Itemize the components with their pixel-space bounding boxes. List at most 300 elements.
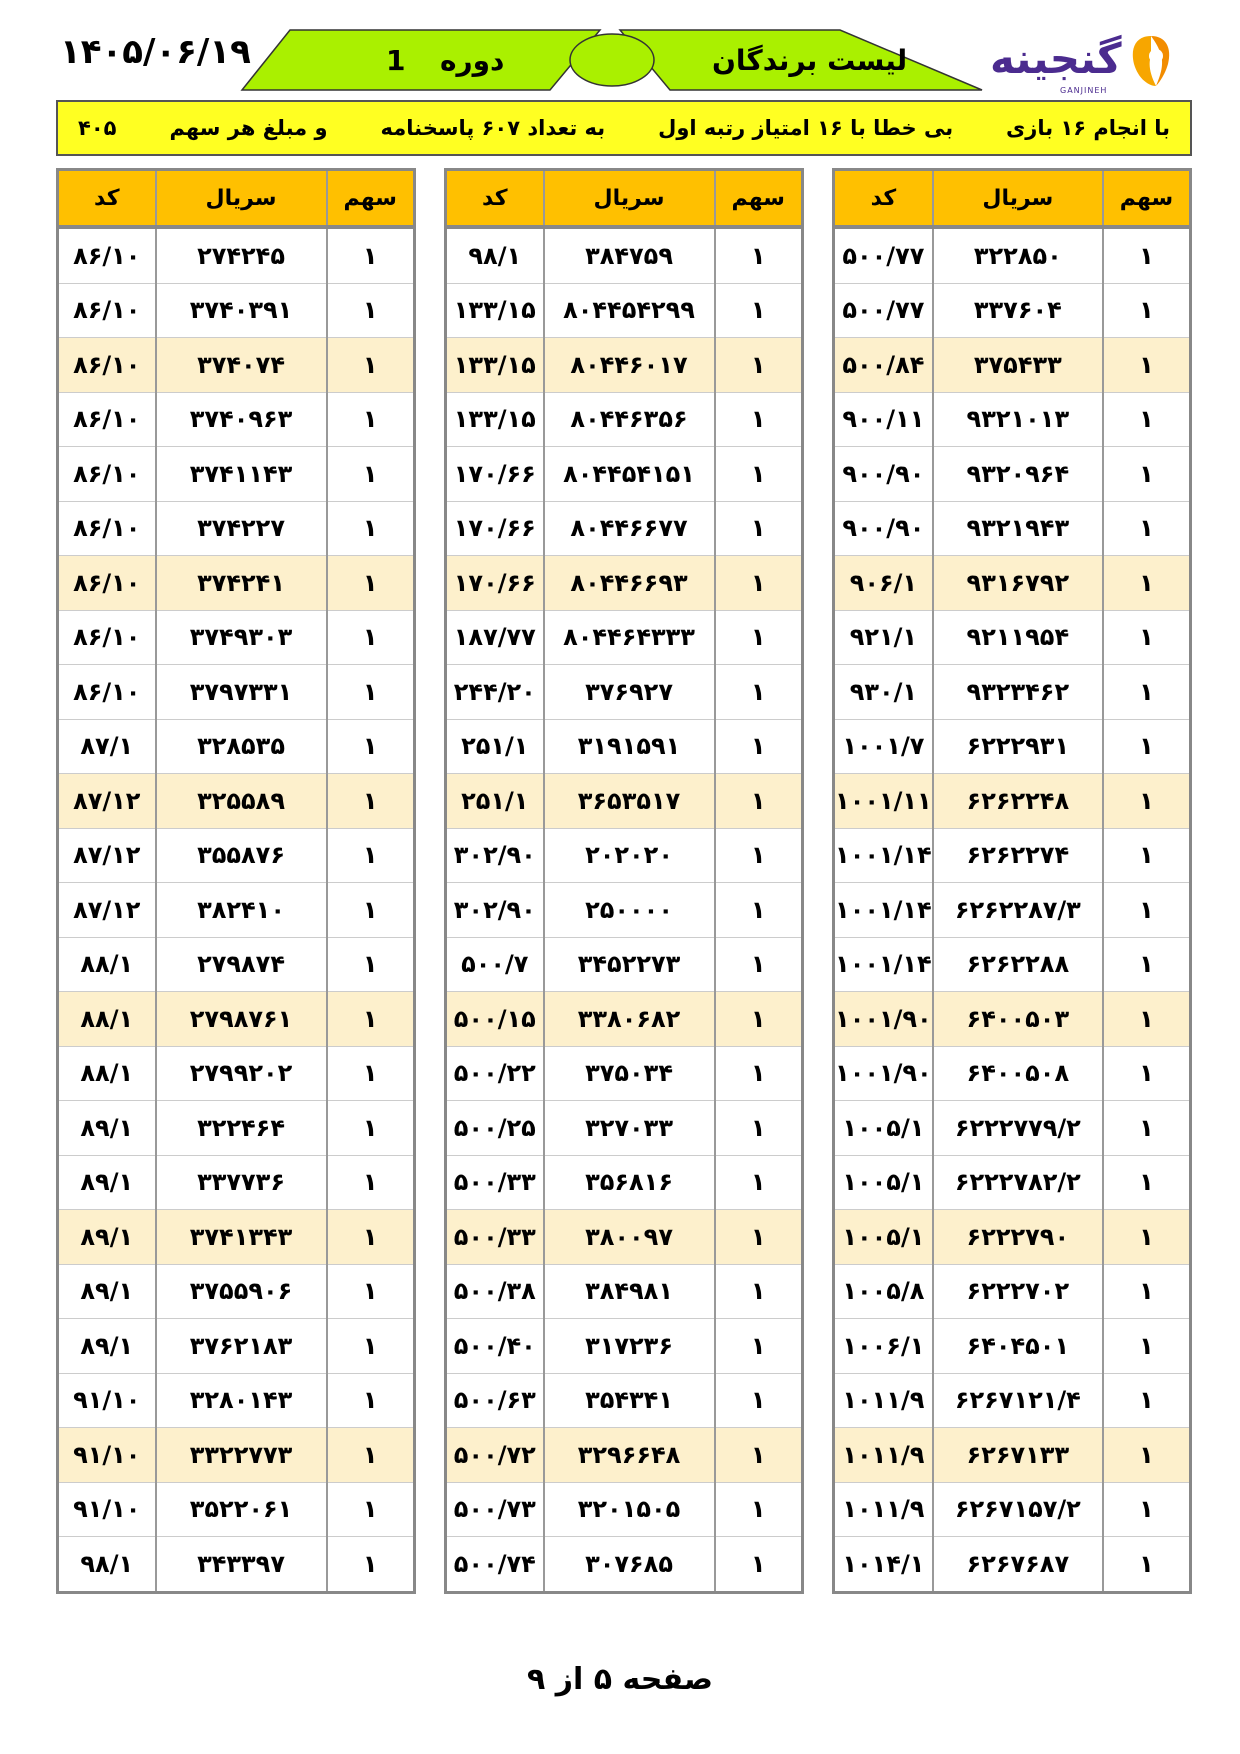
cell-share: ۱ (327, 610, 415, 665)
cell-code: ۹۱/۱۰ (58, 1428, 156, 1483)
cell-code: ۸۶/۱۰ (58, 610, 156, 665)
cell-share: ۱ (1103, 610, 1191, 665)
cell-rial: ۶۲۶۷۶۸۷ (933, 1537, 1103, 1593)
table-row (446, 665, 803, 720)
cell-share: ۱ (715, 1373, 803, 1428)
cell-code: ۸۶/۱۰ (58, 501, 156, 556)
cell-rial: ۶۲۲۲۷۸۲/۲ (933, 1155, 1103, 1210)
cell-share: ۱ (1103, 1101, 1191, 1156)
table-row (834, 610, 1191, 665)
table-row (834, 338, 1191, 393)
table-row (58, 1101, 415, 1156)
cell-code: ۱۰۰۵/۱ (834, 1210, 933, 1265)
cell-code: ۸۶/۱۰ (58, 447, 156, 502)
cell-share: ۱ (715, 556, 803, 611)
cell-share: ۱ (1103, 556, 1191, 611)
period-label: دوره (440, 44, 505, 77)
cell-rial: ۶۲۲۲۷۹۰ (933, 1210, 1103, 1265)
cell-code: ۸۸/۱ (58, 1046, 156, 1101)
cell-rial: ۳۷۴۱۳۴۳ (156, 1210, 327, 1265)
table-row (58, 227, 415, 283)
cell-share: ۱ (715, 883, 803, 938)
cell-share: ۱ (327, 1373, 415, 1428)
cell-code: ۱۰۰۱/۷ (834, 719, 933, 774)
cell-rial: ۳۷۹۷۳۳۱ (156, 665, 327, 720)
cell-code: ۸۹/۱ (58, 1155, 156, 1210)
column-header-rial: سریال (156, 170, 327, 228)
cell-code: ۵۰۰/۳۸ (446, 1264, 544, 1319)
cell-rial: ۸۰۴۴۵۴۲۹۹ (544, 283, 715, 338)
cell-share: ۱ (327, 1264, 415, 1319)
cell-share: ۱ (1103, 338, 1191, 393)
cell-share: ۱ (715, 1537, 803, 1593)
cell-rial: ۸۰۴۴۶۳۵۶ (544, 392, 715, 447)
cell-code: ۲۵۱/۱ (446, 774, 544, 829)
table-row (834, 992, 1191, 1047)
table-row (58, 719, 415, 774)
column-header-code: کد (446, 170, 544, 228)
column-header-share: سهم (715, 170, 803, 228)
cell-code: ۸۶/۱۰ (58, 283, 156, 338)
table-row (446, 1482, 803, 1537)
cell-rial: ۳۲۲۸۵۰ (933, 227, 1103, 283)
table-row (834, 937, 1191, 992)
cell-rial: ۶۲۶۲۲۸۸ (933, 937, 1103, 992)
cell-code: ۸۶/۱۰ (58, 392, 156, 447)
cell-code: ۵۰۰/۷۷ (834, 283, 933, 338)
info-condition: بی خطا با ۱۶ امتیاز رتبه اول (658, 116, 954, 140)
cell-code: ۵۰۰/۷ (446, 937, 544, 992)
table-row (58, 1482, 415, 1537)
table-row (834, 392, 1191, 447)
cell-rial: ۹۳۱۶۷۹۲ (933, 556, 1103, 611)
cell-share: ۱ (1103, 447, 1191, 502)
cell-rial: ۳۵۲۲۰۶۱ (156, 1482, 327, 1537)
cell-share: ۱ (1103, 227, 1191, 283)
table-row (446, 1373, 803, 1428)
cell-rial: ۳۸۴۹۸۱ (544, 1264, 715, 1319)
table-row (446, 1101, 803, 1156)
table-row (58, 556, 415, 611)
cell-rial: ۶۲۶۷۱۲۱/۴ (933, 1373, 1103, 1428)
cell-share: ۱ (715, 1210, 803, 1265)
cell-rial: ۳۲۸۵۳۵ (156, 719, 327, 774)
cell-code: ۸۹/۱ (58, 1210, 156, 1265)
cell-rial: ۲۷۹۸۷۴ (156, 937, 327, 992)
cell-code: ۸۷/۱ (58, 719, 156, 774)
logo-subtext: GANJINEH (1060, 86, 1108, 95)
table-row (446, 338, 803, 393)
cell-share: ۱ (327, 937, 415, 992)
cell-rial: ۶۲۲۲۷۰۲ (933, 1264, 1103, 1319)
table-row (58, 1319, 415, 1374)
table-row (834, 227, 1191, 283)
info-games: با انجام ۱۶ بازی (1006, 116, 1170, 140)
cell-code: ۵۰۰/۷۲ (446, 1428, 544, 1483)
cell-code: ۱۰۰۱/۱۴ (834, 937, 933, 992)
table-row (834, 719, 1191, 774)
cell-share: ۱ (715, 447, 803, 502)
cell-share: ۱ (1103, 774, 1191, 829)
cell-rial: ۳۸۴۷۵۹ (544, 227, 715, 283)
table-row (446, 1319, 803, 1374)
cell-code: ۵۰۰/۷۴ (446, 1537, 544, 1593)
cell-rial: ۳۰۷۶۸۵ (544, 1537, 715, 1593)
table-row (446, 556, 803, 611)
cell-code: ۹۳۰/۱ (834, 665, 933, 720)
cell-share: ۱ (715, 992, 803, 1047)
table-row (446, 1428, 803, 1483)
winners-table-right (832, 168, 1192, 1594)
cell-rial: ۳۱۹۱۵۹۱ (544, 719, 715, 774)
table-row (834, 665, 1191, 720)
info-count: به تعداد ۶۰۷ پاسخنامه (380, 116, 606, 140)
cell-code: ۲۴۴/۲۰ (446, 665, 544, 720)
cell-code: ۱۰۱۴/۱ (834, 1537, 933, 1593)
cell-share: ۱ (715, 283, 803, 338)
cell-rial: ۶۲۶۷۱۵۷/۲ (933, 1482, 1103, 1537)
cell-rial: ۳۲۲۴۶۴ (156, 1101, 327, 1156)
cell-rial: ۳۲۷۰۳۳ (544, 1101, 715, 1156)
cell-share: ۱ (327, 227, 415, 283)
cell-share: ۱ (715, 1319, 803, 1374)
cell-share: ۱ (715, 937, 803, 992)
cell-code: ۱۷۰/۶۶ (446, 447, 544, 502)
column-header-rial: سریال (933, 170, 1103, 228)
cell-rial: ۸۰۴۴۶۴۳۳۳ (544, 610, 715, 665)
cell-code: ۱۷۰/۶۶ (446, 556, 544, 611)
period-number: 1 (386, 44, 406, 77)
table-row (446, 937, 803, 992)
table-row (58, 828, 415, 883)
cell-rial: ۸۰۴۴۶۶۷۷ (544, 501, 715, 556)
table-row (834, 883, 1191, 938)
cell-code: ۹۰۶/۱ (834, 556, 933, 611)
cell-share: ۱ (1103, 392, 1191, 447)
cell-rial: ۳۲۹۶۶۴۸ (544, 1428, 715, 1483)
cell-rial: ۳۷۶۹۲۷ (544, 665, 715, 720)
cell-code: ۱۷۰/۶۶ (446, 501, 544, 556)
cell-code: ۳۰۲/۹۰ (446, 828, 544, 883)
cell-share: ۱ (327, 1319, 415, 1374)
cell-rial: ۳۵۶۸۱۶ (544, 1155, 715, 1210)
cell-code: ۸۹/۱ (58, 1101, 156, 1156)
cell-code: ۸۹/۱ (58, 1264, 156, 1319)
cell-share: ۱ (327, 883, 415, 938)
table-row (834, 774, 1191, 829)
cell-rial: ۳۳۷۶۰۴ (933, 283, 1103, 338)
info-bar (56, 100, 1192, 156)
cell-rial: ۳۷۴۱۱۴۳ (156, 447, 327, 502)
cell-rial: ۸۰۴۴۶۶۹۳ (544, 556, 715, 611)
cell-code: ۸۷/۱۲ (58, 828, 156, 883)
winners-table-left (56, 168, 416, 1594)
table-row (446, 1537, 803, 1593)
cell-share: ۱ (715, 1101, 803, 1156)
table-row (834, 1155, 1191, 1210)
cell-share: ۱ (1103, 937, 1191, 992)
cell-code: ۹۸/۱ (446, 227, 544, 283)
cell-share: ۱ (715, 338, 803, 393)
table-row (834, 556, 1191, 611)
table-row (58, 610, 415, 665)
table-row (834, 1101, 1191, 1156)
cell-share: ۱ (327, 1046, 415, 1101)
cell-share: ۱ (715, 828, 803, 883)
table-row (446, 610, 803, 665)
cell-share: ۱ (715, 501, 803, 556)
cell-code: ۵۰۰/۸۴ (834, 338, 933, 393)
cell-share: ۱ (1103, 992, 1191, 1047)
cell-code: ۱۰۱۱/۹ (834, 1482, 933, 1537)
cell-rial: ۳۵۵۸۷۶ (156, 828, 327, 883)
table-row (834, 1210, 1191, 1265)
table-row (446, 501, 803, 556)
cell-code: ۸۸/۱ (58, 937, 156, 992)
cell-code: ۹۲۱/۱ (834, 610, 933, 665)
table-row (446, 992, 803, 1047)
table-row (446, 447, 803, 502)
cell-code: ۹۸/۱ (58, 1537, 156, 1593)
cell-rial: ۹۲۱۱۹۵۴ (933, 610, 1103, 665)
cell-code: ۱۳۳/۱۵ (446, 338, 544, 393)
cell-share: ۱ (327, 665, 415, 720)
table-row (58, 447, 415, 502)
cell-rial: ۳۲۸۰۱۴۳ (156, 1373, 327, 1428)
cell-rial: ۳۳۲۲۷۷۳ (156, 1428, 327, 1483)
cell-rial: ۶۴۰۰۵۰۸ (933, 1046, 1103, 1101)
cell-rial: ۳۷۴۹۳۰۳ (156, 610, 327, 665)
cell-code: ۹۰۰/۹۰ (834, 501, 933, 556)
cell-code: ۵۰۰/۷۷ (834, 227, 933, 283)
cell-rial: ۳۷۴۲۲۷ (156, 501, 327, 556)
cell-share: ۱ (715, 1155, 803, 1210)
cell-rial: ۳۷۴۰۷۴ (156, 338, 327, 393)
table-row (446, 828, 803, 883)
table-row (58, 338, 415, 393)
cell-rial: ۳۸۰۰۹۷ (544, 1210, 715, 1265)
cell-code: ۵۰۰/۲۲ (446, 1046, 544, 1101)
cell-share: ۱ (715, 610, 803, 665)
cell-rial: ۲۰۲۰۲۰ (544, 828, 715, 883)
column-header-share: سهم (327, 170, 415, 228)
table-row (834, 828, 1191, 883)
cell-code: ۱۰۰۱/۹۰ (834, 992, 933, 1047)
list-title: لیست برندگان (712, 44, 908, 77)
table-row (446, 1264, 803, 1319)
cell-code: ۱۰۰۵/۱ (834, 1155, 933, 1210)
cell-share: ۱ (327, 447, 415, 502)
cell-share: ۱ (715, 392, 803, 447)
table-row (834, 1537, 1191, 1593)
table-row (834, 1373, 1191, 1428)
cell-rial: ۲۵۰۰۰۰ (544, 883, 715, 938)
cell-share: ۱ (327, 338, 415, 393)
cell-rial: ۳۳۸۰۶۸۲ (544, 992, 715, 1047)
cell-rial: ۶۲۶۲۲۴۸ (933, 774, 1103, 829)
cell-code: ۸۷/۱۲ (58, 774, 156, 829)
table-row (446, 283, 803, 338)
cell-share: ۱ (1103, 1210, 1191, 1265)
cell-code: ۱۰۰۱/۱۱ (834, 774, 933, 829)
cell-share: ۱ (1103, 828, 1191, 883)
cell-rial: ۳۷۶۲۱۸۳ (156, 1319, 327, 1374)
table-row (58, 1537, 415, 1593)
table-row (58, 1264, 415, 1319)
cell-share: ۱ (327, 774, 415, 829)
cell-share: ۱ (327, 1482, 415, 1537)
page-number: صفحه ۵ از ۹ (527, 1662, 713, 1697)
info-amount-value: ۴۰۵ (78, 116, 117, 140)
table-row (58, 392, 415, 447)
table-row (446, 1210, 803, 1265)
cell-rial: ۲۷۹۸۷۶۱ (156, 992, 327, 1047)
cell-rial: ۶۲۶۲۲۷۴ (933, 828, 1103, 883)
cell-share: ۱ (715, 1428, 803, 1483)
cell-code: ۸۶/۱۰ (58, 556, 156, 611)
cell-code: ۸۶/۱۰ (58, 227, 156, 283)
table-row (58, 283, 415, 338)
cell-rial: ۸۰۴۴۵۴۱۵۱ (544, 447, 715, 502)
info-amount-label: و مبلغ هر سهم (169, 116, 328, 140)
table-row (834, 1482, 1191, 1537)
cell-share: ۱ (327, 1155, 415, 1210)
cell-share: ۱ (327, 556, 415, 611)
cell-code: ۱۰۰۶/۱ (834, 1319, 933, 1374)
cell-share: ۱ (1103, 501, 1191, 556)
cell-share: ۱ (327, 1537, 415, 1593)
cell-rial: ۳۷۵۵۹۰۶ (156, 1264, 327, 1319)
date: ۱۴۰۵/۰۶/۱۹ (60, 32, 251, 72)
cell-share: ۱ (1103, 1373, 1191, 1428)
cell-share: ۱ (1103, 283, 1191, 338)
cell-rial: ۳۴۳۳۹۷ (156, 1537, 327, 1593)
cell-share: ۱ (327, 1428, 415, 1483)
table-row (58, 1373, 415, 1428)
table-row (834, 1428, 1191, 1483)
table-row (446, 227, 803, 283)
cell-code: ۹۱/۱۰ (58, 1482, 156, 1537)
cell-share: ۱ (1103, 1482, 1191, 1537)
column-header-code: کد (58, 170, 156, 228)
cell-code: ۵۰۰/۳۳ (446, 1210, 544, 1265)
cell-share: ۱ (327, 992, 415, 1047)
cell-code: ۱۰۰۵/۱ (834, 1101, 933, 1156)
cell-share: ۱ (1103, 883, 1191, 938)
cell-share: ۱ (715, 774, 803, 829)
cell-share: ۱ (327, 719, 415, 774)
cell-share: ۱ (715, 665, 803, 720)
table-row (446, 392, 803, 447)
cell-code: ۸۶/۱۰ (58, 338, 156, 393)
cell-code: ۵۰۰/۷۳ (446, 1482, 544, 1537)
cell-rial: ۸۰۴۴۶۰۱۷ (544, 338, 715, 393)
cell-rial: ۶۲۲۲۹۳۱ (933, 719, 1103, 774)
table-row (58, 1046, 415, 1101)
cell-code: ۱۰۰۱/۱۴ (834, 828, 933, 883)
table-row (834, 1264, 1191, 1319)
cell-code: ۲۵۱/۱ (446, 719, 544, 774)
cell-rial: ۲۷۴۲۴۵ (156, 227, 327, 283)
logo-icon (1128, 34, 1174, 88)
column-header-rial: سریال (544, 170, 715, 228)
cell-code: ۵۰۰/۳۳ (446, 1155, 544, 1210)
cell-rial: ۳۵۴۳۴۱ (544, 1373, 715, 1428)
table-row (446, 719, 803, 774)
cell-share: ۱ (1103, 1537, 1191, 1593)
cell-rial: ۹۳۲۰۹۶۴ (933, 447, 1103, 502)
cell-code: ۱۰۰۵/۸ (834, 1264, 933, 1319)
table-row (446, 883, 803, 938)
cell-code: ۳۰۲/۹۰ (446, 883, 544, 938)
table-row (58, 883, 415, 938)
cell-rial: ۳۲۵۵۸۹ (156, 774, 327, 829)
cell-code: ۱۰۰۱/۹۰ (834, 1046, 933, 1101)
logo-text: گنجینه (990, 34, 1122, 83)
cell-rial: ۳۳۷۷۳۶ (156, 1155, 327, 1210)
cell-share: ۱ (1103, 719, 1191, 774)
cell-share: ۱ (1103, 1319, 1191, 1374)
cell-code: ۵۰۰/۱۵ (446, 992, 544, 1047)
cell-rial: ۶۴۰۴۵۰۱ (933, 1319, 1103, 1374)
cell-rial: ۹۳۲۱۰۱۳ (933, 392, 1103, 447)
cell-share: ۱ (327, 283, 415, 338)
cell-code: ۱۸۷/۷۷ (446, 610, 544, 665)
cell-share: ۱ (327, 392, 415, 447)
table-row (834, 1319, 1191, 1374)
ganjineh-logo (990, 30, 1190, 100)
cell-share: ۱ (715, 1264, 803, 1319)
cell-rial: ۶۴۰۰۵۰۳ (933, 992, 1103, 1047)
cell-code: ۱۰۱۱/۹ (834, 1373, 933, 1428)
table-row (834, 1046, 1191, 1101)
cell-code: ۸۶/۱۰ (58, 665, 156, 720)
cell-code: ۸۹/۱ (58, 1319, 156, 1374)
cell-code: ۸۷/۱۲ (58, 883, 156, 938)
cell-rial: ۶۲۶۷۱۳۳ (933, 1428, 1103, 1483)
cell-code: ۵۰۰/۲۵ (446, 1101, 544, 1156)
cell-rial: ۹۳۲۱۹۴۳ (933, 501, 1103, 556)
cell-share: ۱ (1103, 1264, 1191, 1319)
cell-code: ۱۰۰۱/۱۴ (834, 883, 933, 938)
cell-rial: ۶۲۲۲۷۷۹/۲ (933, 1101, 1103, 1156)
cell-code: ۹۰۰/۱۱ (834, 392, 933, 447)
cell-code: ۱۰۱۱/۹ (834, 1428, 933, 1483)
table-row (446, 774, 803, 829)
table-row (446, 1155, 803, 1210)
cell-rial: ۶۲۶۲۲۸۷/۳ (933, 883, 1103, 938)
cell-share: ۱ (327, 1101, 415, 1156)
cell-rial: ۳۷۵۰۳۴ (544, 1046, 715, 1101)
cell-share: ۱ (715, 1046, 803, 1101)
table-row (58, 1210, 415, 1265)
table-row (834, 447, 1191, 502)
table-row (58, 774, 415, 829)
cell-share: ۱ (1103, 1046, 1191, 1101)
cell-code: ۸۸/۱ (58, 992, 156, 1047)
cell-share: ۱ (715, 227, 803, 283)
table-row (58, 937, 415, 992)
column-header-code: کد (834, 170, 933, 228)
cell-rial: ۳۶۵۳۵۱۷ (544, 774, 715, 829)
column-header-share: سهم (1103, 170, 1191, 228)
cell-rial: ۳۷۵۴۳۳ (933, 338, 1103, 393)
cell-code: ۱۳۳/۱۵ (446, 283, 544, 338)
cell-rial: ۳۸۲۴۱۰ (156, 883, 327, 938)
cell-rial: ۳۷۴۲۴۱ (156, 556, 327, 611)
table-row (58, 992, 415, 1047)
table-row (446, 1046, 803, 1101)
